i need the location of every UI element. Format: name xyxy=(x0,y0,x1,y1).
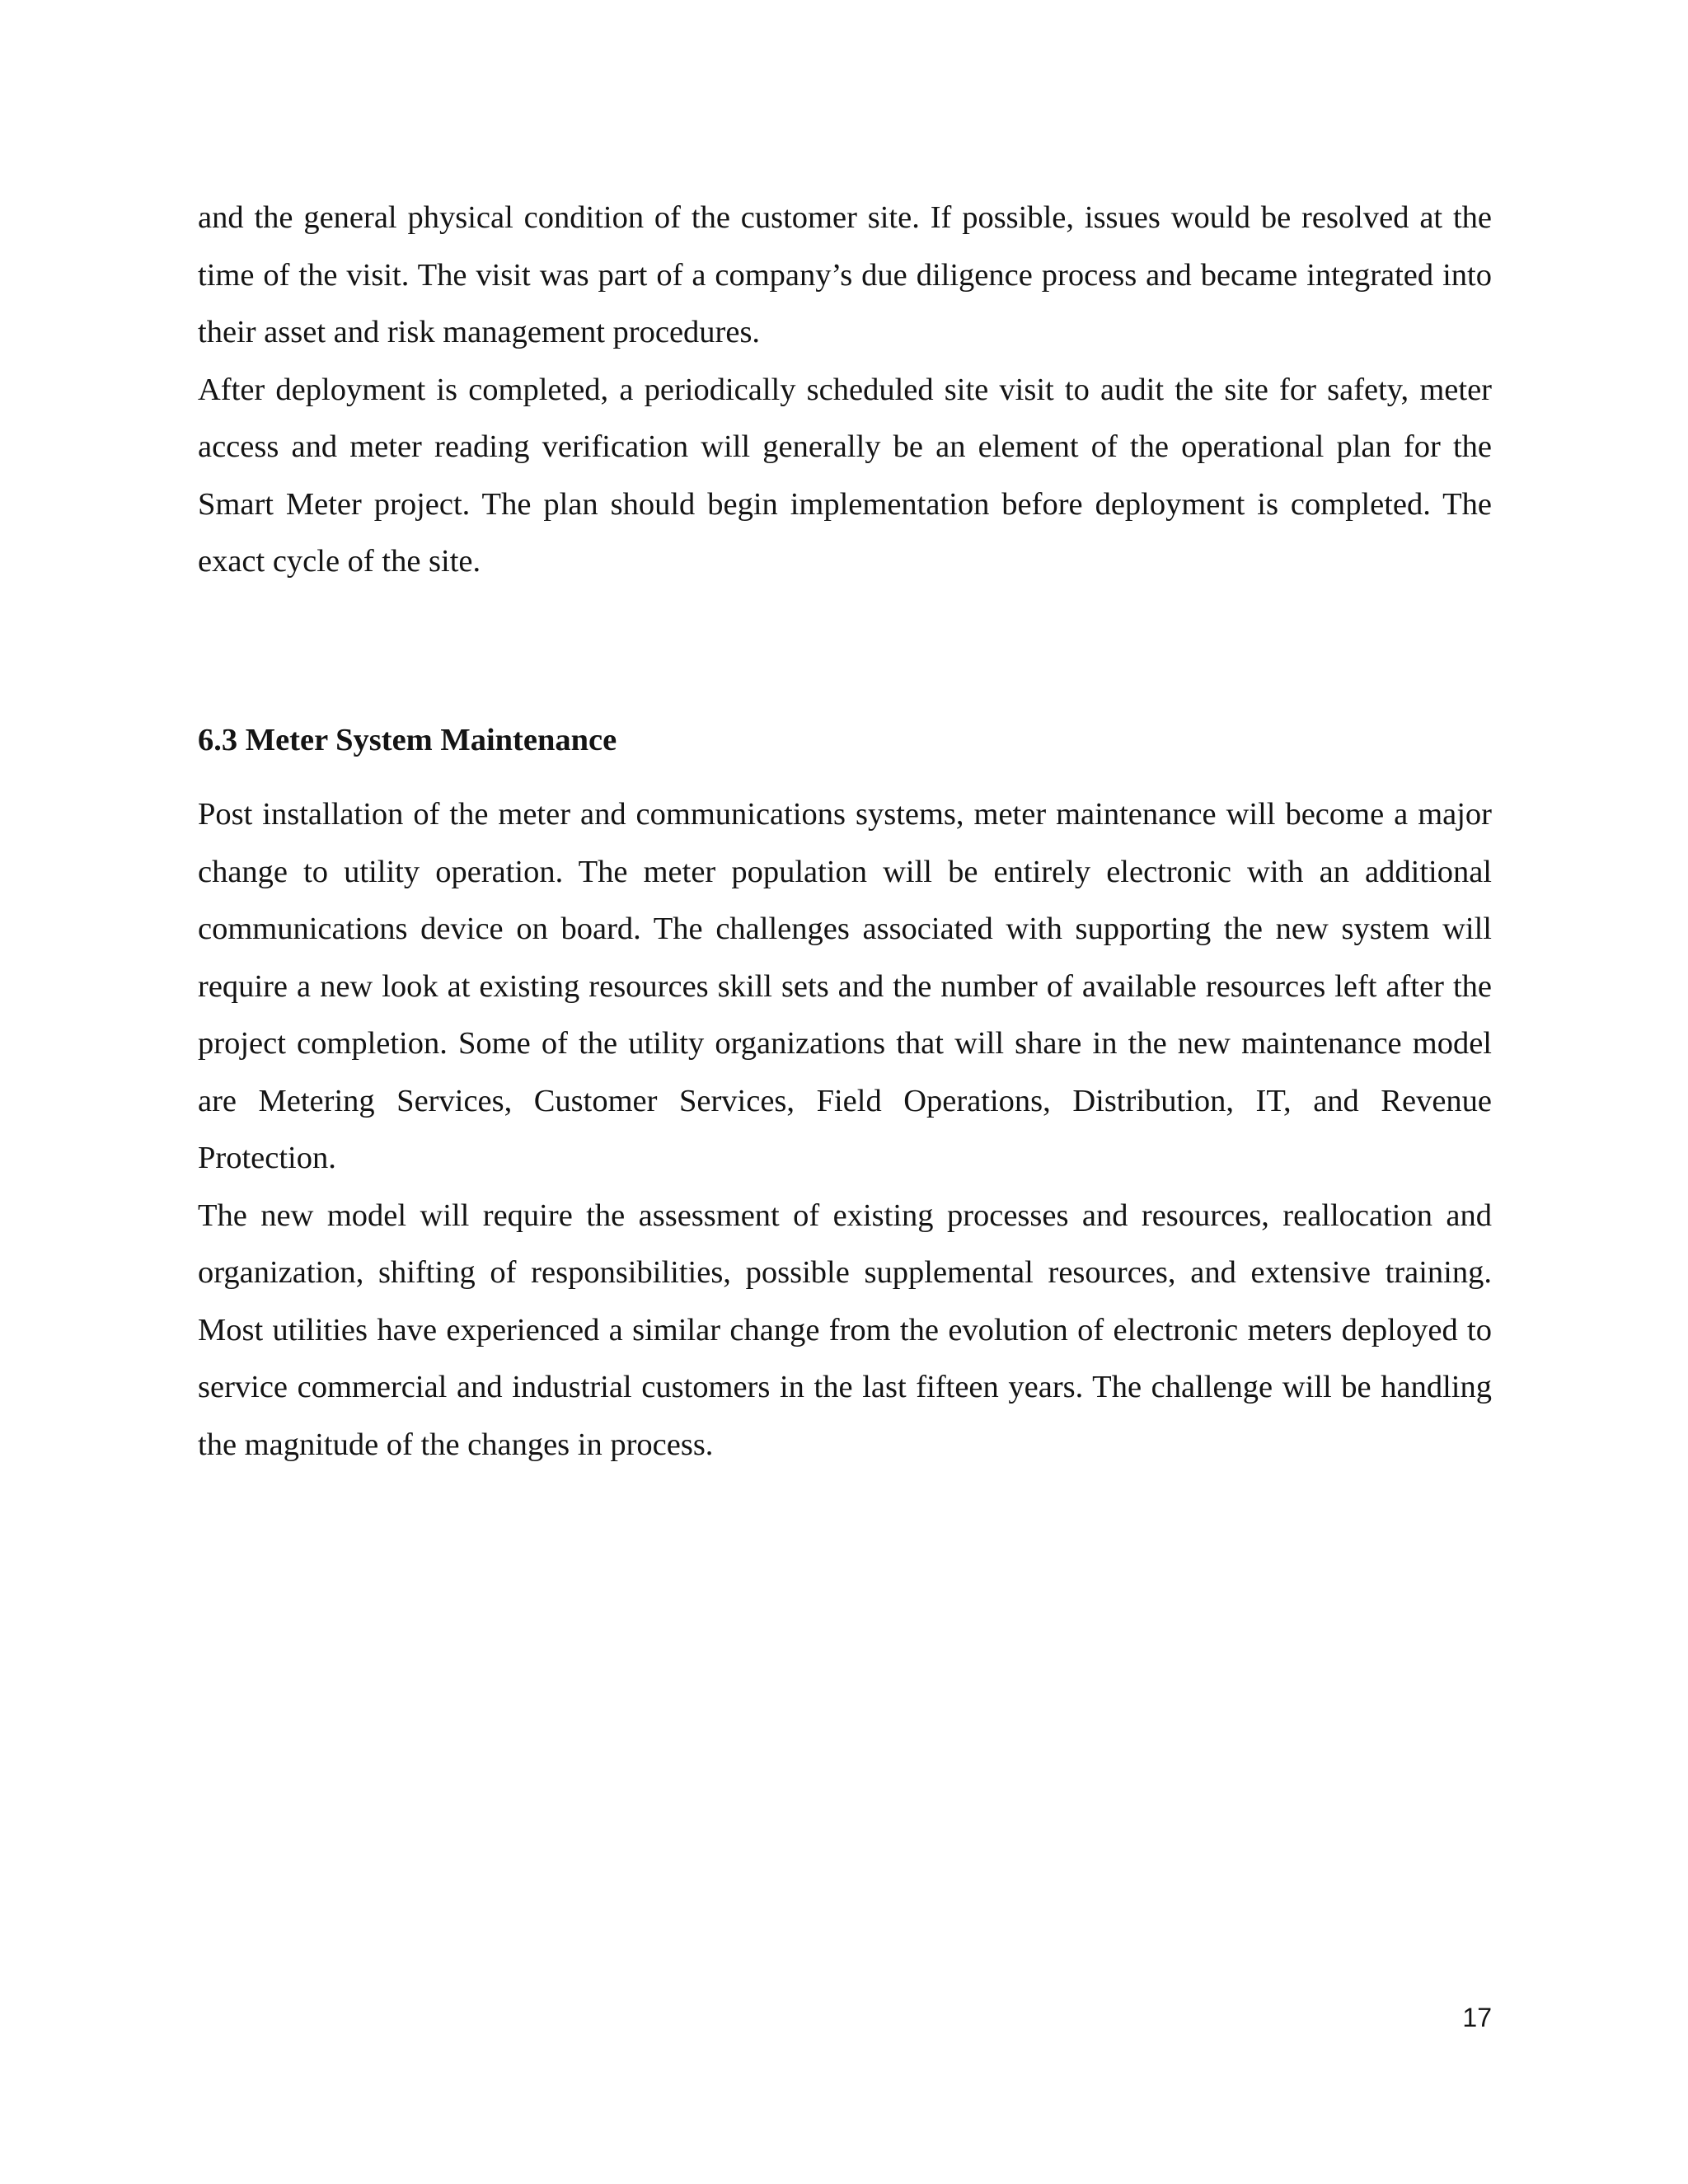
paragraph-after-deployment: After deployment is completed, a periodically scheduled site visit to audit the site for safety, meter access and meter reading verification will generally be an element of the operational plan for the Smart Meter project. The plan should begin implementation before deployment is completed. The exact cycle of the site. xyxy=(198,372,1492,579)
paragraph-post-installation: Post installation of the meter and communications systems, meter maintenance will become a major change to utility operation. The meter population will be entirely electronic with an additional communications device on board. The challenges associated with supporting the new system will require a new look at existing resources skill sets and the number of available resources left after the project completion. Some of the utility organizations that will share in the new maintenance model are Metering Services, Customer Services, Field Operations, Distribution, IT, and Revenue Protection. xyxy=(198,797,1492,1175)
page-content xyxy=(198,190,1492,1474)
section-heading: 6.3 Meter System Maintenance xyxy=(198,722,617,757)
paragraph-site-visit: and the general physical condition of the customer site. If possible, issues would be resolved at the time of the visit. The visit was part of a company’s due diligence process and became integrated into their asset and risk management procedures. xyxy=(198,200,1492,349)
page-number: 17 xyxy=(1462,2003,1492,2032)
paragraph-new-model: The new model will require the assessment of existing processes and resources, reallocation and organization, shifting of responsibilities, possible supplemental resources, and extensive training. Most utilities have experienced a similar change from the evolution of electronic meters deployed to service commercial and industrial customers in the last fifteen years. The challenge will be handling the magnitude of the changes in process. xyxy=(198,1197,1492,1462)
